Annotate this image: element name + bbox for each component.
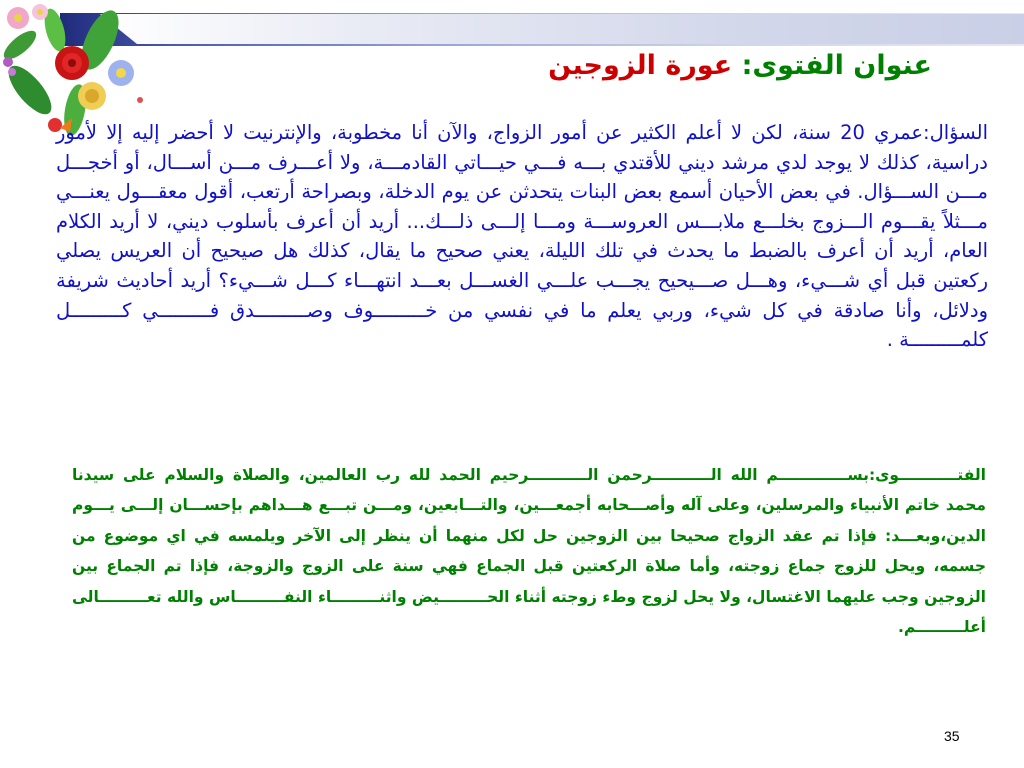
slide-title	[548, 50, 932, 81]
answer-text: الفتـــــــــــوى:بســـــــــــــم الله الـــــــــــرحمن الـــــــــــرحيم الحمد لله رب العالمين، والصلاة والسلام على سيدنا محمد خاتم الأنبياء والمرسلين، وعلى آله وأصـــحابه أجمعـــين، والتـــابعين، ومـــن تبـــع هـــداهم بإحســـان إلـــى يـــوم الدين،وبعـــد: فإذا تم عقد الزواج صحيحا بين الزوجين حل لكل منهما أن ينظر إلى الآخر ويلمسه في اي موضوع من جسمه، ويحل للزوج جماع زوجته، وأما صلاة الركعتين قبل الجماع فهي سنة على الزوج والزوجة، فإذا تم الجماع بين الزوجين وجب عليهما الاغتسال، ولا يحل لزوج وطء زوجته أثناء الحـــــــــيض واثنـــــــــاء النفـــــــــاس والله تعـــــــــالى أعلـــــــــم.	[72, 466, 986, 637]
title-label: عنوان الفتوى:	[741, 50, 932, 81]
title-value: عورة الزوجين	[548, 50, 742, 81]
page-number: 35	[944, 728, 960, 744]
question-text: السؤال:عمري 20 سنة، لكن لا أعلم الكثير عن أمور الزواج، والآن أنا مخطوبة، والإنترنيت لا أحضر إليه إلا لأمور دراسية، كذلك لا يوجد لدي مرشد ديني للأقتدي بـــه فـــي حيـــاتي القادمـــة، ولا أعـــرف مـــن أســـال، أو أخجـــل مـــن الســـؤال. في بعض الأحيان أسمع بعض البنات يتحدثن عن يوم الدخلة، وبصراحة أرتعب، أقول معقـــول يعنـــي مـــثلاً يقـــوم الـــزوج بخلـــع ملابـــس العروســـة ومـــا إلـــى ذلـــك... أريد أن أعرف بأسلوب ديني، لا أريد الكلام العام، أريد أن أعرف بالضبط ما يحدث في تلك الليلة، يعني صحيح ما يقال، كذلك هل صيحيح أن العريس يصلي ركعتين قبل أي شـــيء، وهـــل صـــيحيح يجـــب علـــي الغســـل بعـــد انتهـــاء كـــل شـــيء؟ أريد أحاديث شريفة ودلائل، وأنا صادقة في كل شيء، وربي يعلم ما في نفسي من خـــــــــوف وصـــــــــدق فـــــــــي كـــــــــل كلمـــــــــة .	[56, 121, 988, 352]
header-band-highlight	[100, 14, 1024, 44]
